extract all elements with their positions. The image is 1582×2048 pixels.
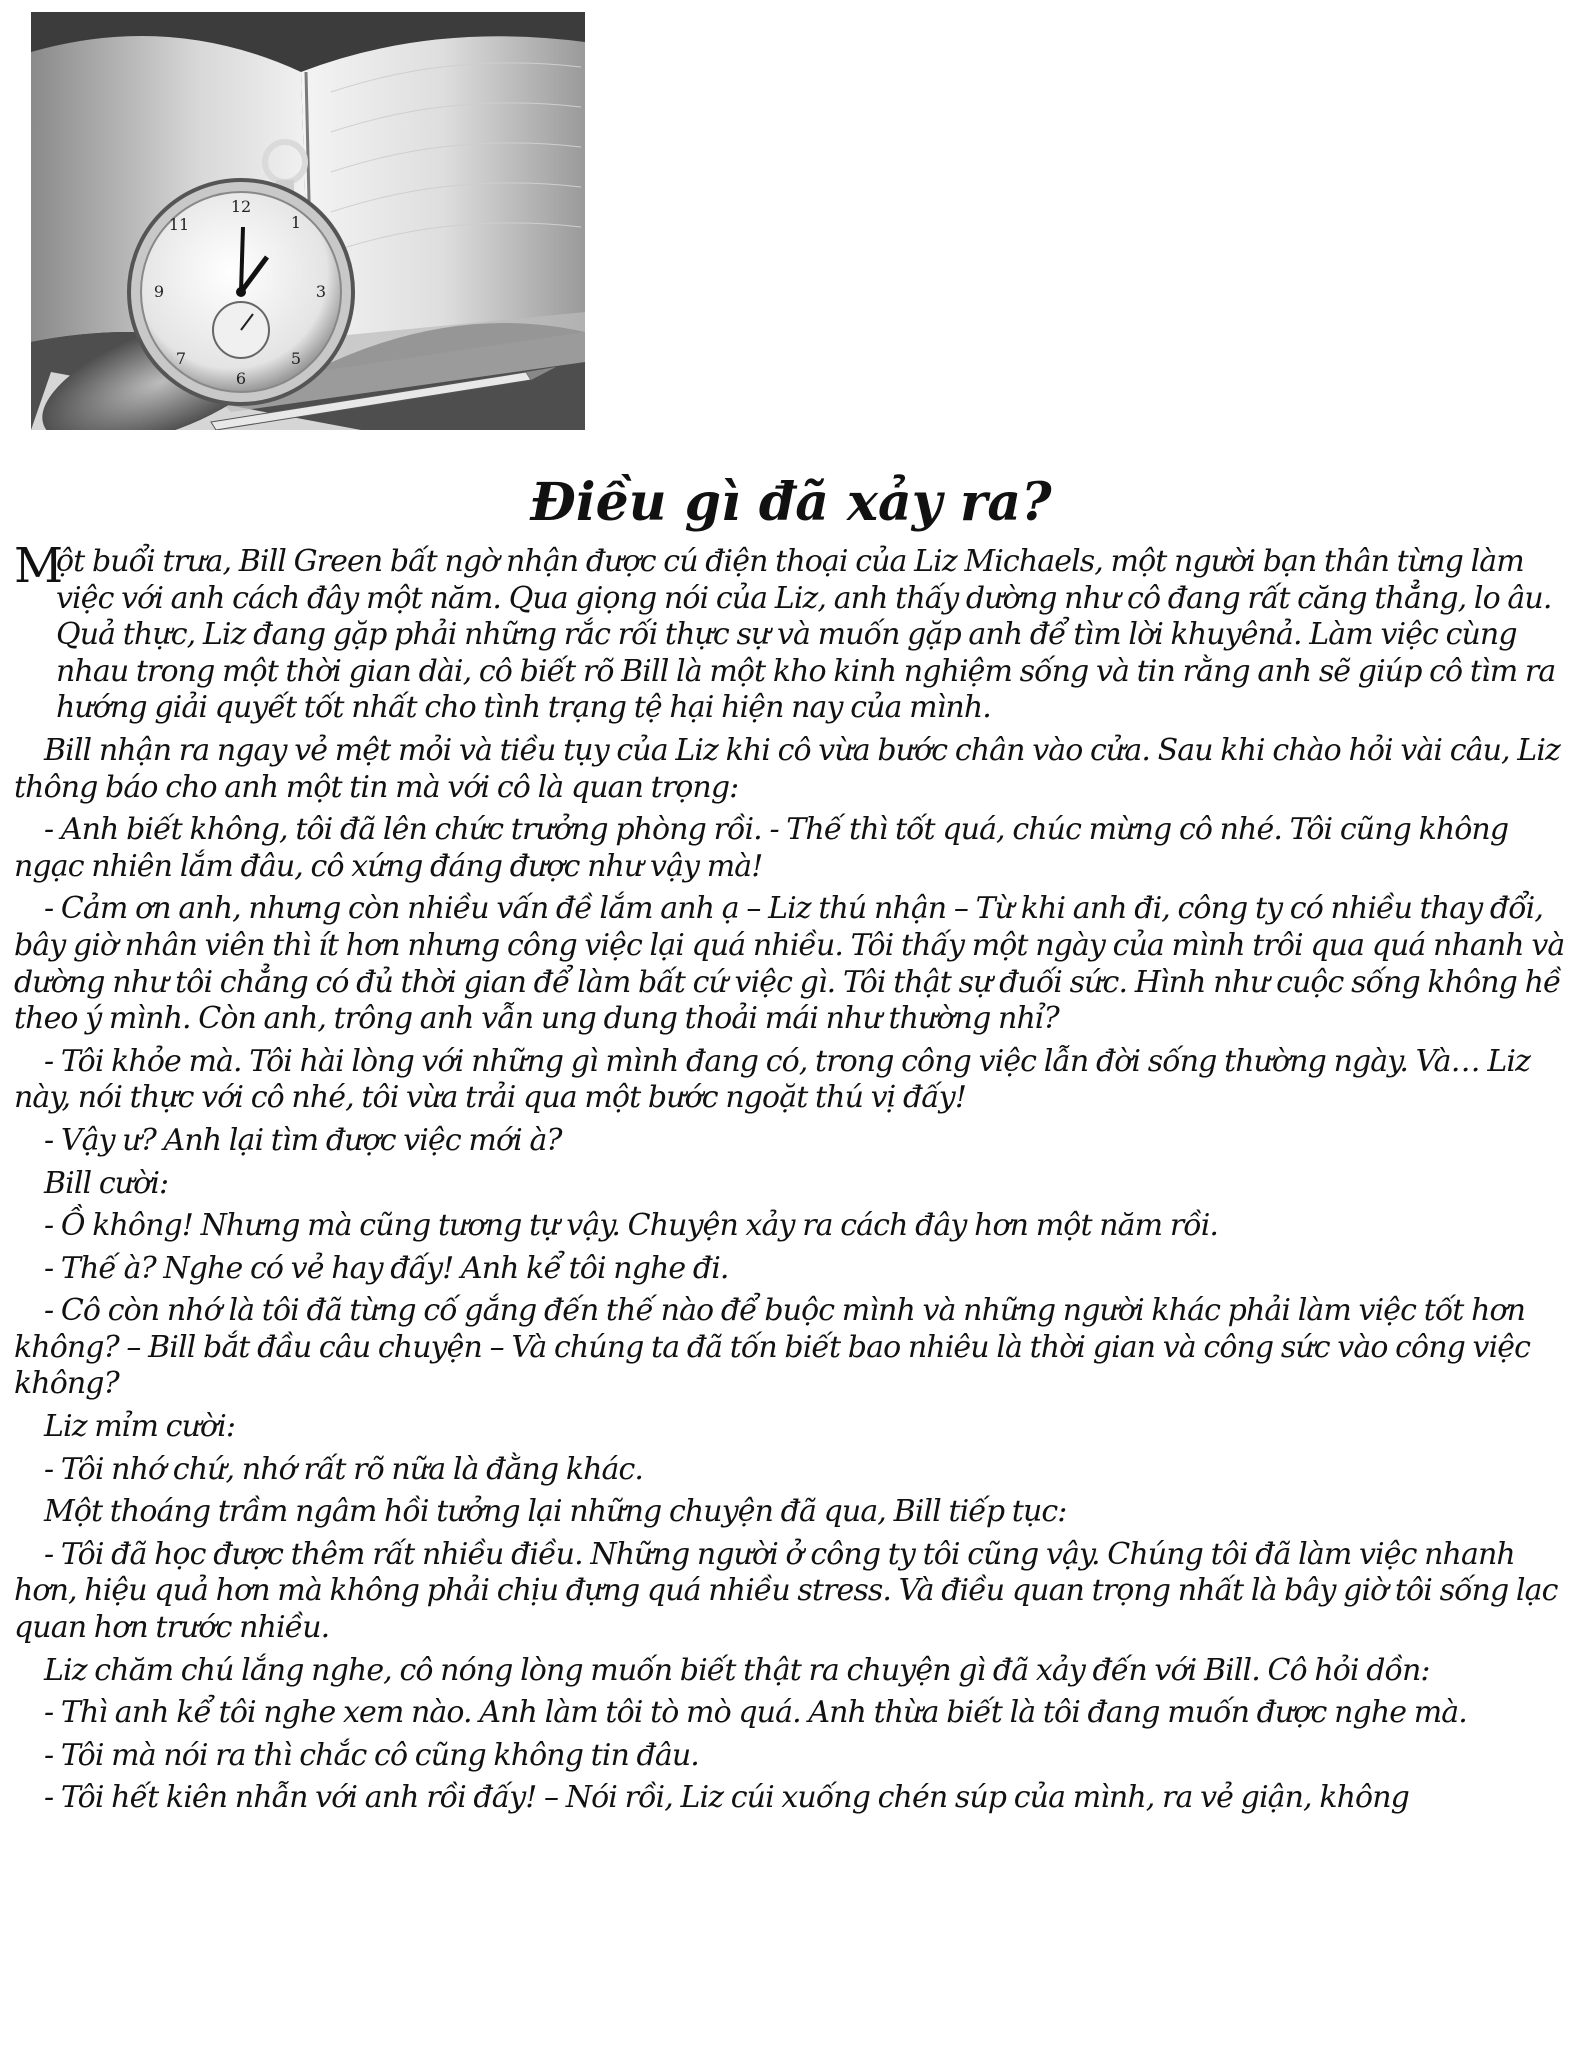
article-paragraph: - Thì anh kể tôi nghe xem nào. Anh làm tôi tò mò quá. Anh thừa biết là tôi đang muốn được nghe mà. <box>44 1695 1467 1731</box>
svg-text:3: 3 <box>315 282 327 301</box>
svg-text:1: 1 <box>290 213 302 232</box>
article-paragraph: Liz chăm chú lắng nghe, cô nóng lòng muốn biết thật ra chuyện gì đã xảy đến với Bill. Cô hỏi dồn: <box>44 1652 1430 1688</box>
svg-text:9: 9 <box>153 282 165 301</box>
svg-text:7: 7 <box>175 349 187 368</box>
svg-text:11: 11 <box>168 215 190 234</box>
svg-text:6: 6 <box>235 369 247 388</box>
article-paragraph <box>14 538 1570 727</box>
pocket-watch-book-icon <box>31 12 585 430</box>
article-paragraph: Bill cười: <box>44 1165 169 1201</box>
article-paragraph: - Tôi nhớ chứ, nhớ rất rõ nữa là đằng khác. <box>44 1451 644 1487</box>
article-body <box>14 538 1570 1823</box>
drop-cap: M <box>14 538 64 594</box>
article-paragraph: - Anh biết không, tôi đã lên chức trưởng phòng rồi. - Thế thì tốt quá, chúc mừng cô nhé. Tôi cũng không ngạc nhiên lắm đâu, cô xứng đáng được như vậy mà! <box>14 812 1509 884</box>
article-paragraph: - Cảm ơn anh, nhưng còn nhiều vấn đề lắm anh ạ – Liz thú nhận – Từ khi anh đi, công ty có nhiều thay đổi, bây giờ nhân viên thì ít hơn nhưng công việc lại quá nhiều. Tôi thấy một ngày của mình trôi qua quá nhanh và dường như tôi chẳng có đủ thời gian để làm bất cứ việc gì. Tôi thật sự đuối sức. Hình như cuộc sống không hề theo ý mình. Còn anh, trông anh vẫn ung dung thoải mái như thường nhỉ? <box>14 891 1565 1037</box>
svg-text:12: 12 <box>230 197 252 216</box>
article-title: Điều gì đã xảy ra? <box>530 472 1052 533</box>
article-paragraph: Liz mỉm cười: <box>44 1409 236 1445</box>
pocket-watch-photo <box>31 12 585 430</box>
article-paragraph: Bill nhận ra ngay vẻ mệt mỏi và tiều tụy của Liz khi cô vừa bước chân vào cửa. Sau khi chào hỏi vài câu, Liz thông báo cho anh một tin mà với cô là quan trọng: <box>14 732 1560 805</box>
article-paragraph: - Cô còn nhớ là tôi đã từng cố gắng đến thế nào để buộc mình và những người khác phải làm việc tốt hơn không? – Bill bắt đầu câu chuyện – Và chúng ta đã tốn biết bao nhiêu là thời gian và công sức vào công việc không? <box>14 1293 1531 1402</box>
article-paragraph: - Tôi mà nói ra thì chắc cô cũng không tin đâu. <box>44 1737 699 1773</box>
article-paragraph: - Tôi khỏe mà. Tôi hài lòng với những gì mình đang có, trong công việc lẫn đời sống thường ngày. Và… Liz này, nói thực với cô nhé, tôi vừa trải qua một bước ngoặt thú vị đấy! <box>14 1043 1530 1116</box>
article-paragraph: - Tôi đã học được thêm rất nhiều điều. Những người ở công ty tôi cũng vậy. Chúng tôi đã làm việc nhanh hơn, hiệu quả hơn mà không phải chịu đựng quá nhiều stress. Và điều quan trọng nhất là bây giờ tôi sống lạc quan hơn trước nhiều. <box>14 1536 1558 1646</box>
article-paragraph: Một thoáng trầm ngâm hồi tưởng lại những chuyện đã qua, Bill tiếp tục: <box>44 1494 1067 1530</box>
article-paragraph: - Thế à? Nghe có vẻ hay đấy! Anh kể tôi nghe đi. <box>44 1250 729 1286</box>
article-paragraph: - Vậy ư? Anh lại tìm được việc mới à? <box>44 1122 562 1158</box>
svg-text:5: 5 <box>290 349 302 368</box>
paragraph-text: ột buổi trưa, Bill Green bất ngờ nhận được cú điện thoại của Liz Michaels, một người bạn thân từng làm việc với anh cách đây một năm. Qua giọng nói của Liz, anh thấy dường như cô đang rất căng thẳng, lo âu. Quả thực, Liz đang gặp phải những rắc rối thực sự và muốn gặp anh để tìm lời khuyênả. Làm việc cùng nhau trong một thời gian dài, cô biết rõ Bill là một kho kinh nghiệm sống và tin rằng anh sẽ giúp cô tìm ra hướng giải quyết tốt nhất cho tình trạng tệ hại hiện nay của mình. <box>56 544 1556 726</box>
article-paragraph: - Tôi hết kiên nhẫn với anh rồi đấy! – Nói rồi, Liz cúi xuống chén súp của mình, ra vẻ giận, không <box>44 1780 1409 1816</box>
article-paragraph: - Ồ không! Nhưng mà cũng tương tự vậy. Chuyện xảy ra cách đây hơn một năm rồi. <box>44 1208 1219 1244</box>
